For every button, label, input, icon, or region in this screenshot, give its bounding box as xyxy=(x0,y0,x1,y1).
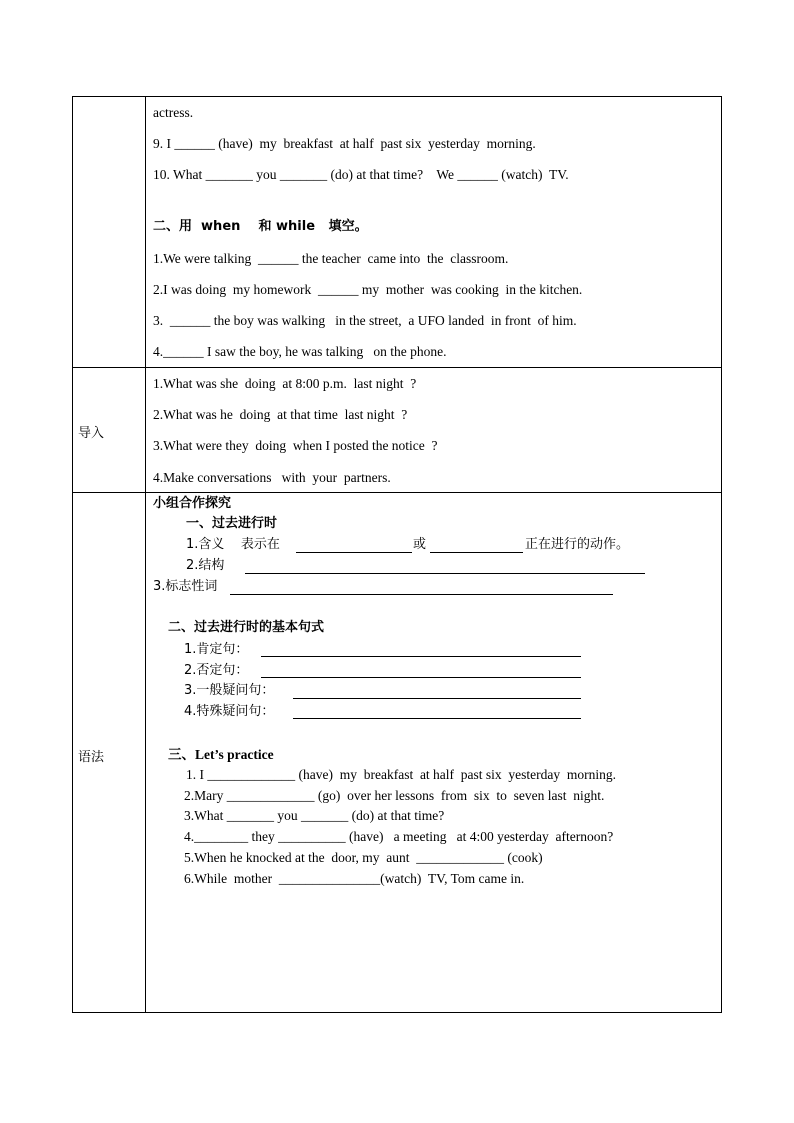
keywords-label: 3.标志性词 xyxy=(153,579,218,594)
blank-line xyxy=(430,552,523,553)
blank-line xyxy=(261,656,581,657)
question-line: 3.What were they doing when I posted the notice ? xyxy=(153,438,438,453)
form-label: 2.否定句： xyxy=(184,663,249,678)
form-label: 4.特殊疑问句： xyxy=(184,704,275,719)
row-divider-2 xyxy=(72,492,722,493)
section-heading: 二、用 when 和 while 填空。 xyxy=(153,219,368,234)
row-divider-1 xyxy=(72,367,722,368)
structure-label: 2.结构 xyxy=(186,558,225,573)
section-title: 一、过去进行时 xyxy=(186,516,278,531)
practice-line: 1. I _____________ (have) my breakfast at half past six yesterday morning. xyxy=(186,767,617,782)
meaning-suffix: 正在进行的动作。 xyxy=(525,537,630,552)
form-label: 1.肯定句： xyxy=(184,642,249,657)
row-label-intro: 导入 xyxy=(78,426,105,441)
form-label: 3.一般疑问句： xyxy=(184,683,275,698)
blank-line xyxy=(293,698,581,699)
practice-line: 5.When he knocked at the door, my aunt _____________ (cook) xyxy=(184,850,543,865)
text-line: 1.We were talking ______ the teacher came into the classroom. xyxy=(153,251,509,266)
practice-line: 3.What _______ you _______ (do) at that time? xyxy=(184,808,445,823)
meaning-or: 或 xyxy=(413,537,427,552)
row-label-grammar: 语法 xyxy=(78,750,105,765)
text-line: 2.I was doing my homework ______ my mother was cooking in the kitchen. xyxy=(153,282,583,297)
group-title: 小组合作探究 xyxy=(153,496,232,511)
question-line: 1.What was she doing at 8:00 p.m. last night ? xyxy=(153,376,417,391)
practice-line: 4.________ they __________ (have) a meeting at 4:00 yesterday afternoon? xyxy=(184,829,614,844)
blank-line xyxy=(230,594,613,595)
blank-line xyxy=(296,552,412,553)
blank-line xyxy=(261,677,581,678)
blank-line xyxy=(293,718,581,719)
text-line: 9. I ______ (have) my breakfast at half past six yesterday morning. xyxy=(153,136,536,151)
blank-line xyxy=(245,573,645,574)
question-line: 2.What was he doing at that time last night ? xyxy=(153,407,408,422)
text-line: 3. ______ the boy was walking in the street, a UFO landed in front of him. xyxy=(153,313,577,328)
practice-line: 6.While mother _______________(watch) TV, Tom came in. xyxy=(184,871,525,886)
practice-line: 2.Mary _____________ (go) over her lessons from six to seven last night. xyxy=(184,788,605,803)
section-title: 二、过去进行时的基本句式 xyxy=(168,620,325,635)
text-line: actress. xyxy=(153,105,194,120)
text-line: 4.______ I saw the boy, he was talking on the phone. xyxy=(153,344,447,359)
meaning-label: 1.含义 表示在 xyxy=(186,537,280,552)
text-line: 10. What _______ you _______ (do) at that time? We ______ (watch) TV. xyxy=(153,167,569,182)
column-divider xyxy=(145,96,146,1013)
section-title: 三、Let’s practice xyxy=(168,747,274,762)
question-line: 4.Make conversations with your partners. xyxy=(153,470,391,485)
